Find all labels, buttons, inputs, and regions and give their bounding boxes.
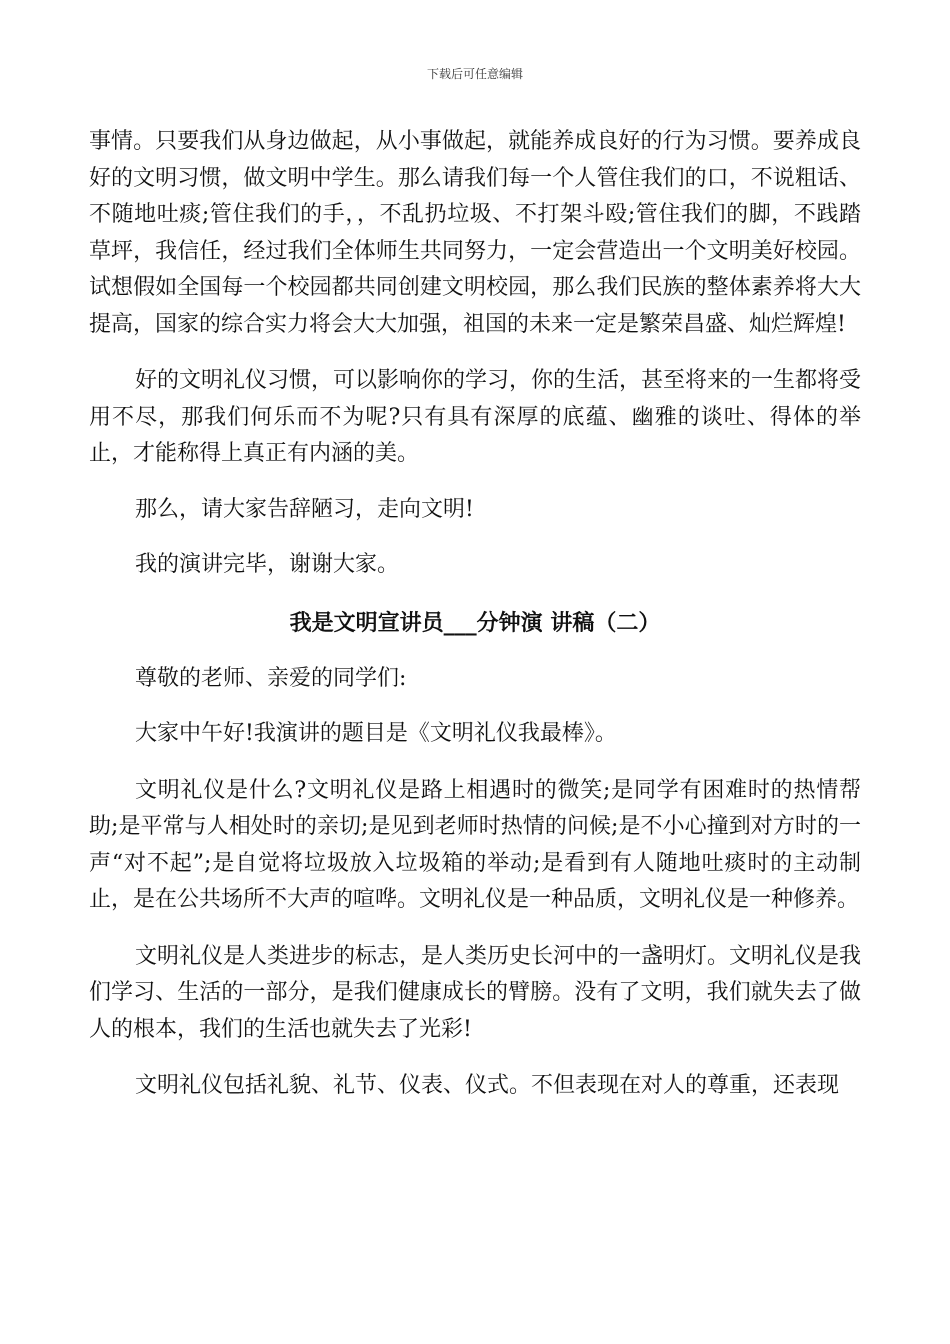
page-header: 下载后可任意编辑 <box>426 67 523 81</box>
paragraph-etiquette-includes: 文明礼仪包括礼貌、礼节、仪表、仪式。不但表现在对人的尊重，还表现 <box>135 1073 840 1098</box>
paragraph-greeting: 尊敬的老师、亲爱的同学们: <box>135 665 407 691</box>
paragraph-speech-topic: 大家中午好!我演讲的题目是《文明礼仪我最棒》。 <box>135 721 617 746</box>
paragraph-what-is-etiquette: 文明礼仪是什么?文明礼仪是路上相遇时的微笑;是同学有困难时的热情帮助;是平常与人相处时的亲切;是见到老师时热情的问候;是不小心撞到对方时的一声“对不起”;是自觉将垃圾放入垃圾箱的举动;是看到有人随地吐痰时的主动制止，是在公共场所不大声的喧哗。文明礼仪是一种品质，文明礼仪是一种修养。 <box>89 777 861 912</box>
document-body <box>89 124 861 1105</box>
paragraph-etiquette-progress: 文明礼仪是人类进步的标志，是人类历史长河中的一盏明灯。文明礼仪是我们学习、生活的一部分，是我们健康成长的臂膀。没有了文明，我们就失去了做人的根本，我们的生活也就失去了光彩! <box>89 943 862 1042</box>
section-title: 我是文明宣讲员___分钟演 讲稿（二） <box>289 610 661 636</box>
paragraph-continuation: 事情。只要我们从身边做起，从小事做起，就能养成良好的行为习惯。要养成良好的文明习惯，做文明中学生。那么请我们每一个人管住我们的口，不说粗话、不随地吐痰;管住我们的手，，不乱扔垃圾、不打架斗殴;管住我们的脚，不践踏草坪，我信任，经过我们全体师生共同努力，一定会营造出一个文明美好校园。试想假如全国每一个校园都共同创建文明校园，那么我们民族的整体素养将大大提高，国家的综合实力将会大大加强，祖国的未来一定是繁荣昌盛、灿烂辉煌! <box>89 129 861 337</box>
paragraph-speech-end: 我的演讲完毕，谢谢大家。 <box>135 552 400 577</box>
paragraph-etiquette-habits: 好的文明礼仪习惯，可以影响你的学习，你的生活，甚至将来的一生都将受用不尽，那我们何乐而不为呢?只有具有深厚的底蕴、幽雅的谈吐、得体的举止，才能称得上真正有内涵的美。 <box>89 368 862 466</box>
paragraph-farewell-bad-habits: 那么，请大家告辞陋习，走向文明! <box>135 496 474 522</box>
